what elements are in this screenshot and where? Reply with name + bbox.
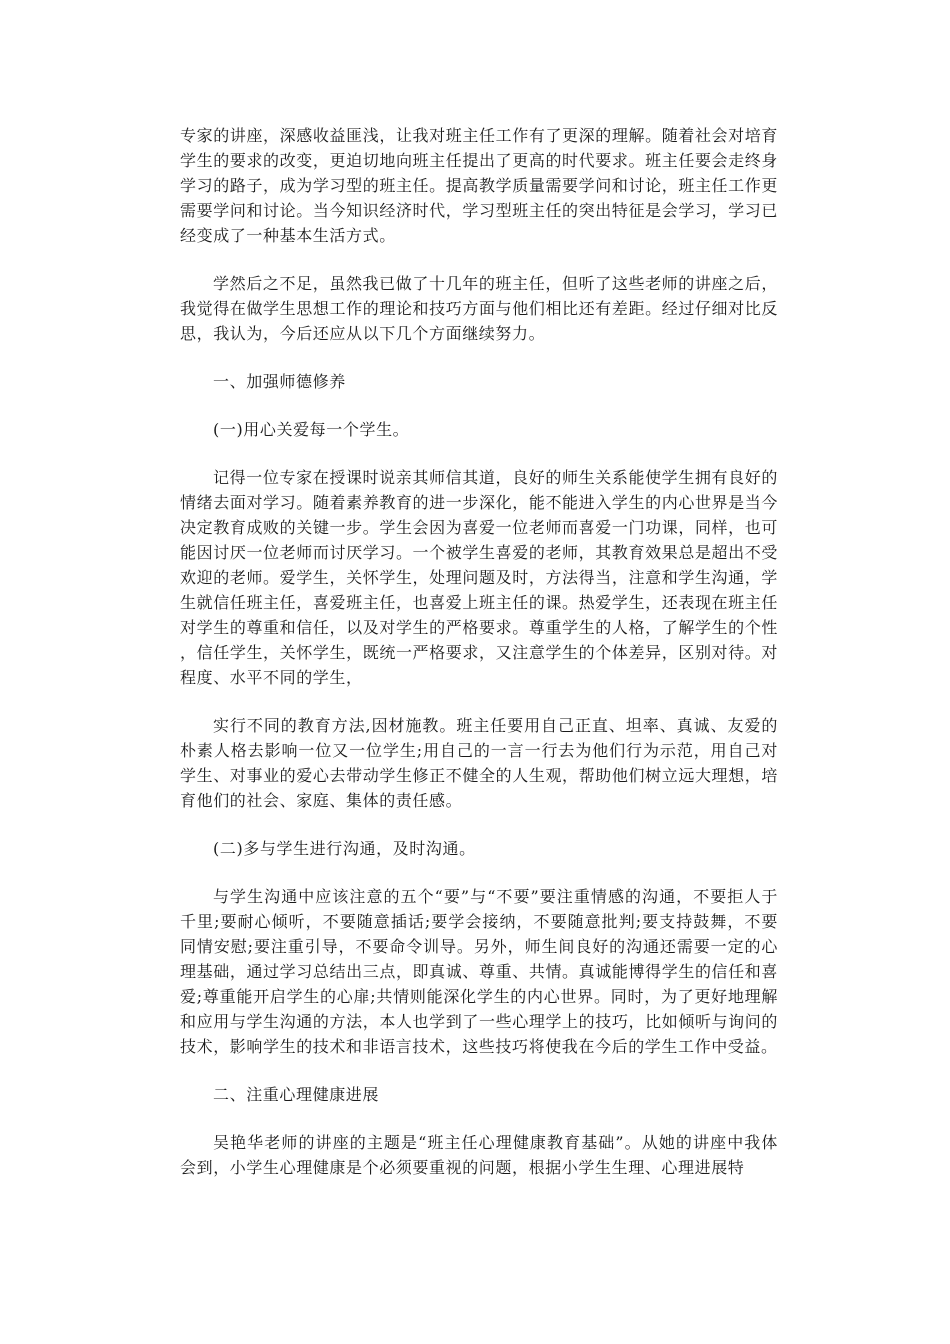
paragraph-reflection: 学然后之不足，虽然我已做了十几年的班主任，但听了这些老师的讲座之后，我觉得在做学生思想工作的理论和技巧方面与他们相比还有差距。经过仔细对比反思，我认为，今后还应从以下几个方面继续努力。	[180, 274, 778, 343]
paragraph-teaching-methods: 实行不同的教育方法,因材施教。班主任要用自己正直、坦率、真诚、友爱的朴素人格去影响一位又一位学生;用自己的一言一行去为他们行为示范，用自己对学生、对事业的爱心去带动学生修正不健全的人生观，帮助他们树立远大理想，培育他们的社会、家庭、集体的责任感。	[180, 716, 778, 810]
paragraph-communication: 与学生沟通中应该注意的五个“要”与“不要”要注重情感的沟通，不要拒人于千里;要耐心倾听，不要随意插话;要学会接纳，不要随意批判;要支持鼓舞，不要同情安慰;要注重引导，不要命令训导。另外，师生间良好的沟通还需要一定的心理基础，通过学习总结出三点，即真诚、尊重、共情。真诚能博得学生的信任和喜爱;尊重能开启学生的心扉;共情则能深化学生的内心世界。同时，为了更好地理解和应用与学生沟通的方法，本人也学到了一些心理学上的技巧，比如倾听与询问的技术，影响学生的技术和非语言技术，这些技巧将使我在今后的学生工作中受益。	[180, 887, 778, 1056]
paragraph-care: 记得一位专家在授课时说亲其师信其道，良好的师生关系能使学生拥有良好的情绪去面对学习。随着素养教育的进一步深化，能不能进入学生的内心世界是当今决定教育成败的关键一步。学生会因为喜爱一位老师而喜爱一门功课，同样，也可能因讨厌一位老师而讨厌学习。一个被学生喜爱的老师，其教育效果总是超出不受欢迎的老师。爱学生，关怀学生，处理问题及时，方法得当，注意和学生沟通，学生就信任班主任，喜爱班主任，也喜爱上班主任的课。热爱学生，还表现在班主任对学生的尊重和信任，以及对学生的严格要求。尊重学生的人格，了解学生的个性，信任学生，关怀学生，既统一严格要求，又注意学生的个体差异，区别对待。对程度、水平不同的学生，	[180, 468, 778, 687]
section-heading-ethics: 一、加强师德修养	[213, 372, 346, 391]
section-heading-mental-health: 二、注重心理健康进展	[213, 1085, 380, 1104]
paragraph-mental-health: 吴艳华老师的讲座的主题是“班主任心理健康教育基础”。从她的讲座中我体会到，小学生心理健康是个必须要重视的问题，根据小学生生理、心理进展特	[180, 1133, 778, 1177]
paragraph-intro: 专家的讲座，深感收益匪浅，让我对班主任工作有了更深的理解。随着社会对培育学生的要求的改变，更迫切地向班主任提出了更高的时代要求。班主任要会走终身学习的路子，成为学习型的班主任。提高教学质量需要学问和讨论，班主任工作更需要学问和讨论。当今知识经济时代，学习型班主任的突出特征是会学习，学习已经变成了一种基本生活方式。	[180, 126, 778, 245]
subsection-heading-communication: (二)多与学生进行沟通，及时沟通。	[213, 839, 476, 858]
document-body	[180, 123, 778, 1203]
subsection-heading-care: (一)用心关爱每一个学生。	[213, 420, 410, 439]
